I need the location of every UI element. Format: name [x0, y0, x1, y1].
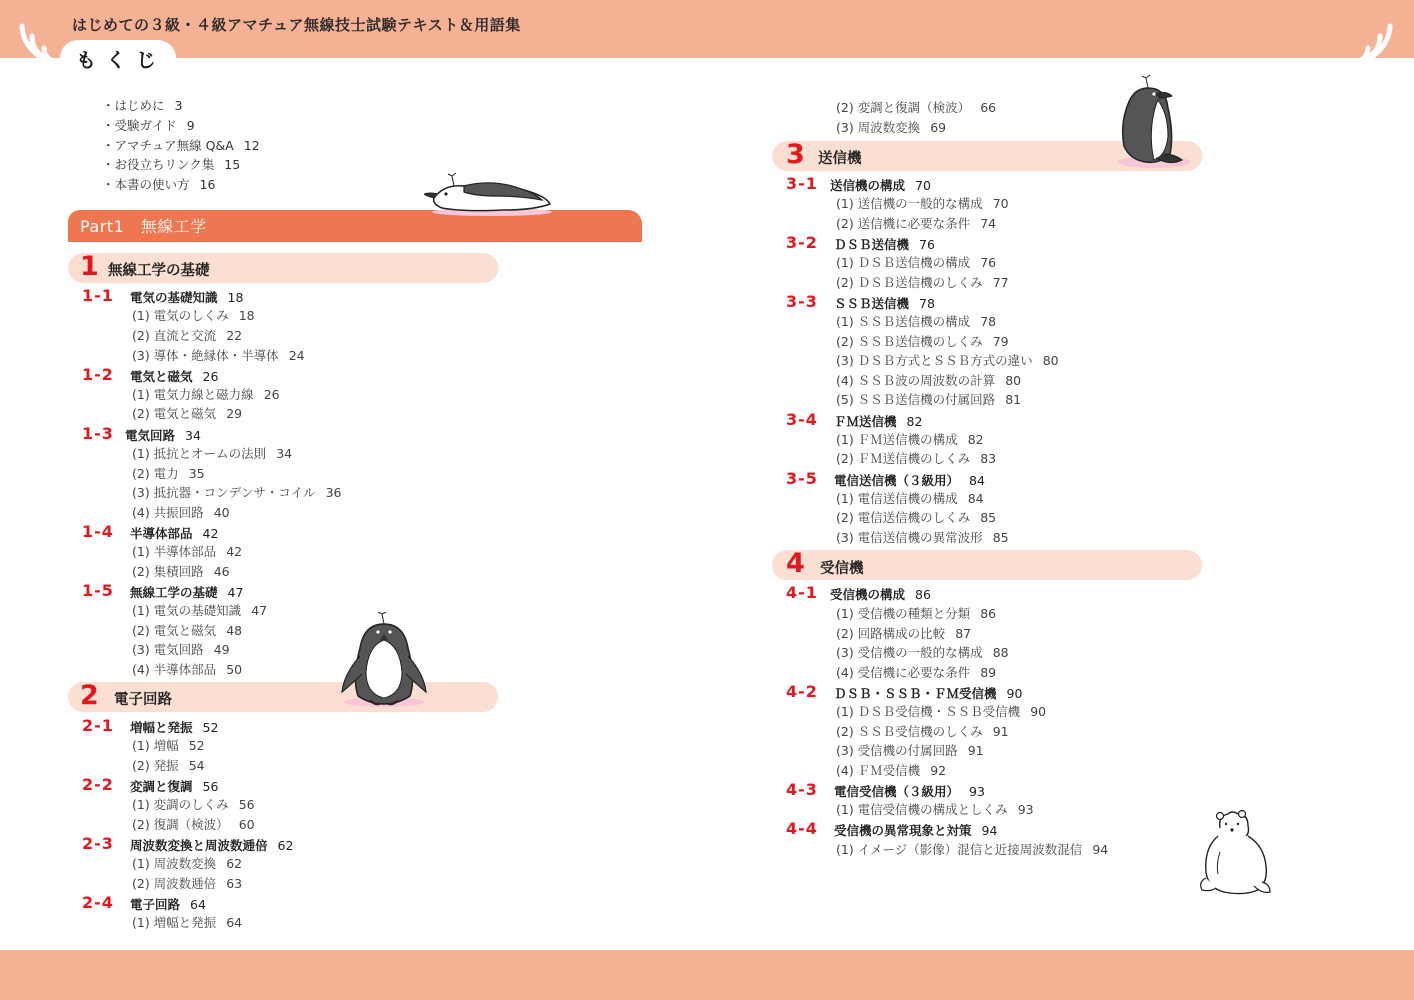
subsection[interactable]: (2) 復調（検波） 60 [132, 817, 255, 832]
section-title: 電気回路 34 [125, 428, 201, 443]
subsection[interactable]: (3) ＤＳＢ方式とＳＳＢ方式の違い 80 [836, 353, 1059, 368]
section-number: 3-5 [786, 469, 818, 488]
subsection[interactable]: (3) 電信送信機の異常波形 85 [836, 530, 1009, 545]
radio-signal-icon [1350, 22, 1394, 66]
section-number: 2-2 [82, 775, 114, 794]
section-title: 電気の基礎知識 18 [130, 290, 244, 305]
section-title: ＤＳＢ送信機 76 [834, 237, 935, 252]
section-number: 2-3 [82, 834, 114, 853]
section-number: 2-4 [82, 893, 114, 912]
intro-item[interactable]: ・本書の使い方 16 [102, 177, 216, 193]
subsection[interactable]: (1) 受信機の種類と分類 86 [836, 606, 997, 621]
subsection[interactable]: (2) 送信機に必要な条件 74 [836, 216, 997, 231]
section-title: ＦＭ送信機 82 [834, 414, 923, 429]
subsection[interactable]: (3) 導体・絶縁体・半導体 24 [132, 348, 305, 363]
book-title: はじめての３級・４級アマチュア無線技士試験テキスト＆用語集 [72, 16, 521, 34]
subsection[interactable]: (2) 回路構成の比較 87 [836, 626, 972, 641]
section-title: 電子回路 64 [130, 897, 206, 912]
section-number: 1-5 [82, 581, 114, 600]
footer-band [0, 950, 1414, 1000]
section-title: 無線工学の基礎 47 [130, 585, 244, 600]
subsection[interactable]: (4) 半導体部品 50 [132, 662, 243, 677]
penguin-side-illustration [1110, 74, 1192, 170]
subsection[interactable]: (3) 抵抗器・コンデンサ・コイル 36 [132, 485, 342, 500]
section-title: 周波数変換と周波数逓倍 62 [130, 838, 294, 853]
subsection[interactable]: (2) 変調と復調（検波） 66 [836, 100, 997, 115]
section-number: 4-1 [786, 583, 818, 602]
subsection[interactable]: (2) 発振 54 [132, 758, 205, 773]
section-title: 電信送信機（３級用） 84 [834, 473, 985, 488]
subsection[interactable]: (2) ＦＭ送信機のしくみ 83 [836, 451, 997, 466]
subsection[interactable]: (5) ＳＳＢ送信機の付属回路 81 [836, 392, 1022, 407]
penguin-standing-illustration [340, 612, 428, 708]
section-number: 1-1 [82, 286, 114, 305]
section-number: 1-3 [82, 424, 114, 443]
subsection[interactable]: (1) ＳＳＢ送信機の構成 78 [836, 314, 997, 329]
chapter-title[interactable]: 送信機 [818, 151, 862, 167]
radio-signal-icon [18, 22, 62, 66]
section-title: 受信機の構成 86 [830, 587, 931, 602]
subsection[interactable]: (2) 集積回路 46 [132, 564, 230, 579]
section-title: 電信受信機（３級用） 93 [834, 784, 985, 799]
intro-list [102, 96, 260, 195]
chapter-number: 2 [80, 680, 99, 711]
subsection[interactable]: (1) 増幅と発振 64 [132, 915, 243, 930]
subsection[interactable]: (3) 受信機の付属回路 91 [836, 743, 984, 758]
subsection[interactable]: (2) 直流と交流 22 [132, 328, 243, 343]
penguin-lying-illustration [424, 170, 556, 218]
chapter-title[interactable]: 受信機 [820, 561, 864, 577]
section-number: 3-4 [786, 410, 818, 429]
subsection[interactable]: (3) 受信機の一般的な構成 88 [836, 645, 1009, 660]
section-title: 受信機の異常現象と対策 94 [834, 823, 998, 838]
subsection[interactable]: (2) 電気と磁気 48 [132, 623, 243, 638]
chapter-title[interactable]: 電子回路 [114, 692, 172, 708]
subsection[interactable]: (1) 周波数変換 62 [132, 856, 243, 871]
subsection[interactable]: (1) 電信送信機の構成 84 [836, 491, 984, 506]
subsection[interactable]: (2) ＤＳＢ送信機のしくみ 77 [836, 275, 1009, 290]
subsection[interactable]: (2) 周波数逓倍 63 [132, 876, 243, 891]
section-title: 半導体部品 42 [130, 526, 219, 541]
section-number: 1-4 [82, 522, 114, 541]
subsection[interactable]: (1) 変調のしくみ 56 [132, 797, 255, 812]
subsection[interactable]: (1) 送信機の一般的な構成 70 [836, 196, 1009, 211]
subsection[interactable]: (3) 電気回路 49 [132, 642, 230, 657]
page-title: もくじ [76, 48, 166, 72]
polar-bear-illustration [1196, 808, 1272, 896]
subsection[interactable]: (2) ＳＳＢ受信機のしくみ 91 [836, 724, 1009, 739]
subsection[interactable]: (1) 電気のしくみ 18 [132, 308, 255, 323]
section-title: 変調と復調 56 [130, 779, 219, 794]
subsection[interactable]: (1) 電信受信機の構成としくみ 93 [836, 802, 1034, 817]
section-title: ＳＳＢ送信機 78 [834, 296, 935, 311]
part-label[interactable]: Part1 無線工学 [80, 217, 207, 236]
subsection[interactable]: (2) 電信送信機のしくみ 85 [836, 510, 997, 525]
subsection[interactable]: (1) ＦＭ送信機の構成 82 [836, 432, 984, 447]
chapter-number: 3 [786, 139, 805, 170]
subsection[interactable]: (4) 共振回路 40 [132, 505, 230, 520]
intro-item[interactable]: ・お役立ちリンク集 15 [102, 157, 241, 173]
subsection[interactable]: (4) ＳＳＢ波の周波数の計算 80 [836, 373, 1022, 388]
intro-item[interactable]: ・アマチュア無線 Q&A 12 [102, 137, 260, 153]
section-number: 4-3 [786, 780, 818, 799]
subsection[interactable]: (1) 抵抗とオームの法則 34 [132, 446, 293, 461]
chapter-number: 4 [786, 548, 805, 579]
subsection[interactable]: (2) 電力 35 [132, 466, 205, 481]
subsection[interactable]: (3) 周波数変換 69 [836, 120, 947, 135]
subsection[interactable]: (1) 半導体部品 42 [132, 544, 243, 559]
subsection[interactable]: (1) ＤＳＢ受信機・ＳＳＢ受信機 90 [836, 704, 1047, 719]
section-number: 4-2 [786, 682, 818, 701]
section-number: 3-1 [786, 174, 818, 193]
section-number: 2-1 [82, 716, 114, 735]
section-number: 3-2 [786, 233, 818, 252]
subsection[interactable]: (1) イメージ（影像）混信と近接周波数混信 94 [836, 842, 1109, 857]
subsection[interactable]: (1) ＤＳＢ送信機の構成 76 [836, 255, 997, 270]
section-number: 1-2 [82, 365, 114, 384]
chapter-number: 1 [80, 251, 99, 282]
subsection[interactable]: (1) 電気力線と磁力線 26 [132, 387, 280, 402]
subsection[interactable]: (2) 電気と磁気 29 [132, 406, 243, 421]
subsection[interactable]: (1) 電気の基礎知識 47 [132, 603, 268, 618]
subsection[interactable]: (4) 受信機に必要な条件 89 [836, 665, 997, 680]
chapter-title[interactable]: 無線工学の基礎 [108, 263, 210, 279]
section-title: ＤＳＢ・ＳＳＢ・ＦＭ受信機 90 [834, 686, 1023, 701]
section-number: 4-4 [786, 819, 818, 838]
section-number: 3-3 [786, 292, 818, 311]
subsection[interactable]: (2) ＳＳＢ送信機のしくみ 79 [836, 334, 1009, 349]
section-title: 電気と磁気 26 [130, 369, 219, 384]
intro-item[interactable]: ・受験ガイド 9 [102, 117, 195, 133]
intro-item[interactable]: ・はじめに 3 [102, 98, 183, 113]
section-title: 送信機の構成 70 [830, 178, 931, 193]
subsection[interactable]: (1) 増幅 52 [132, 738, 205, 753]
subsection[interactable]: (4) ＦＭ受信機 92 [836, 763, 947, 778]
section-title: 増幅と発振 52 [130, 720, 219, 735]
